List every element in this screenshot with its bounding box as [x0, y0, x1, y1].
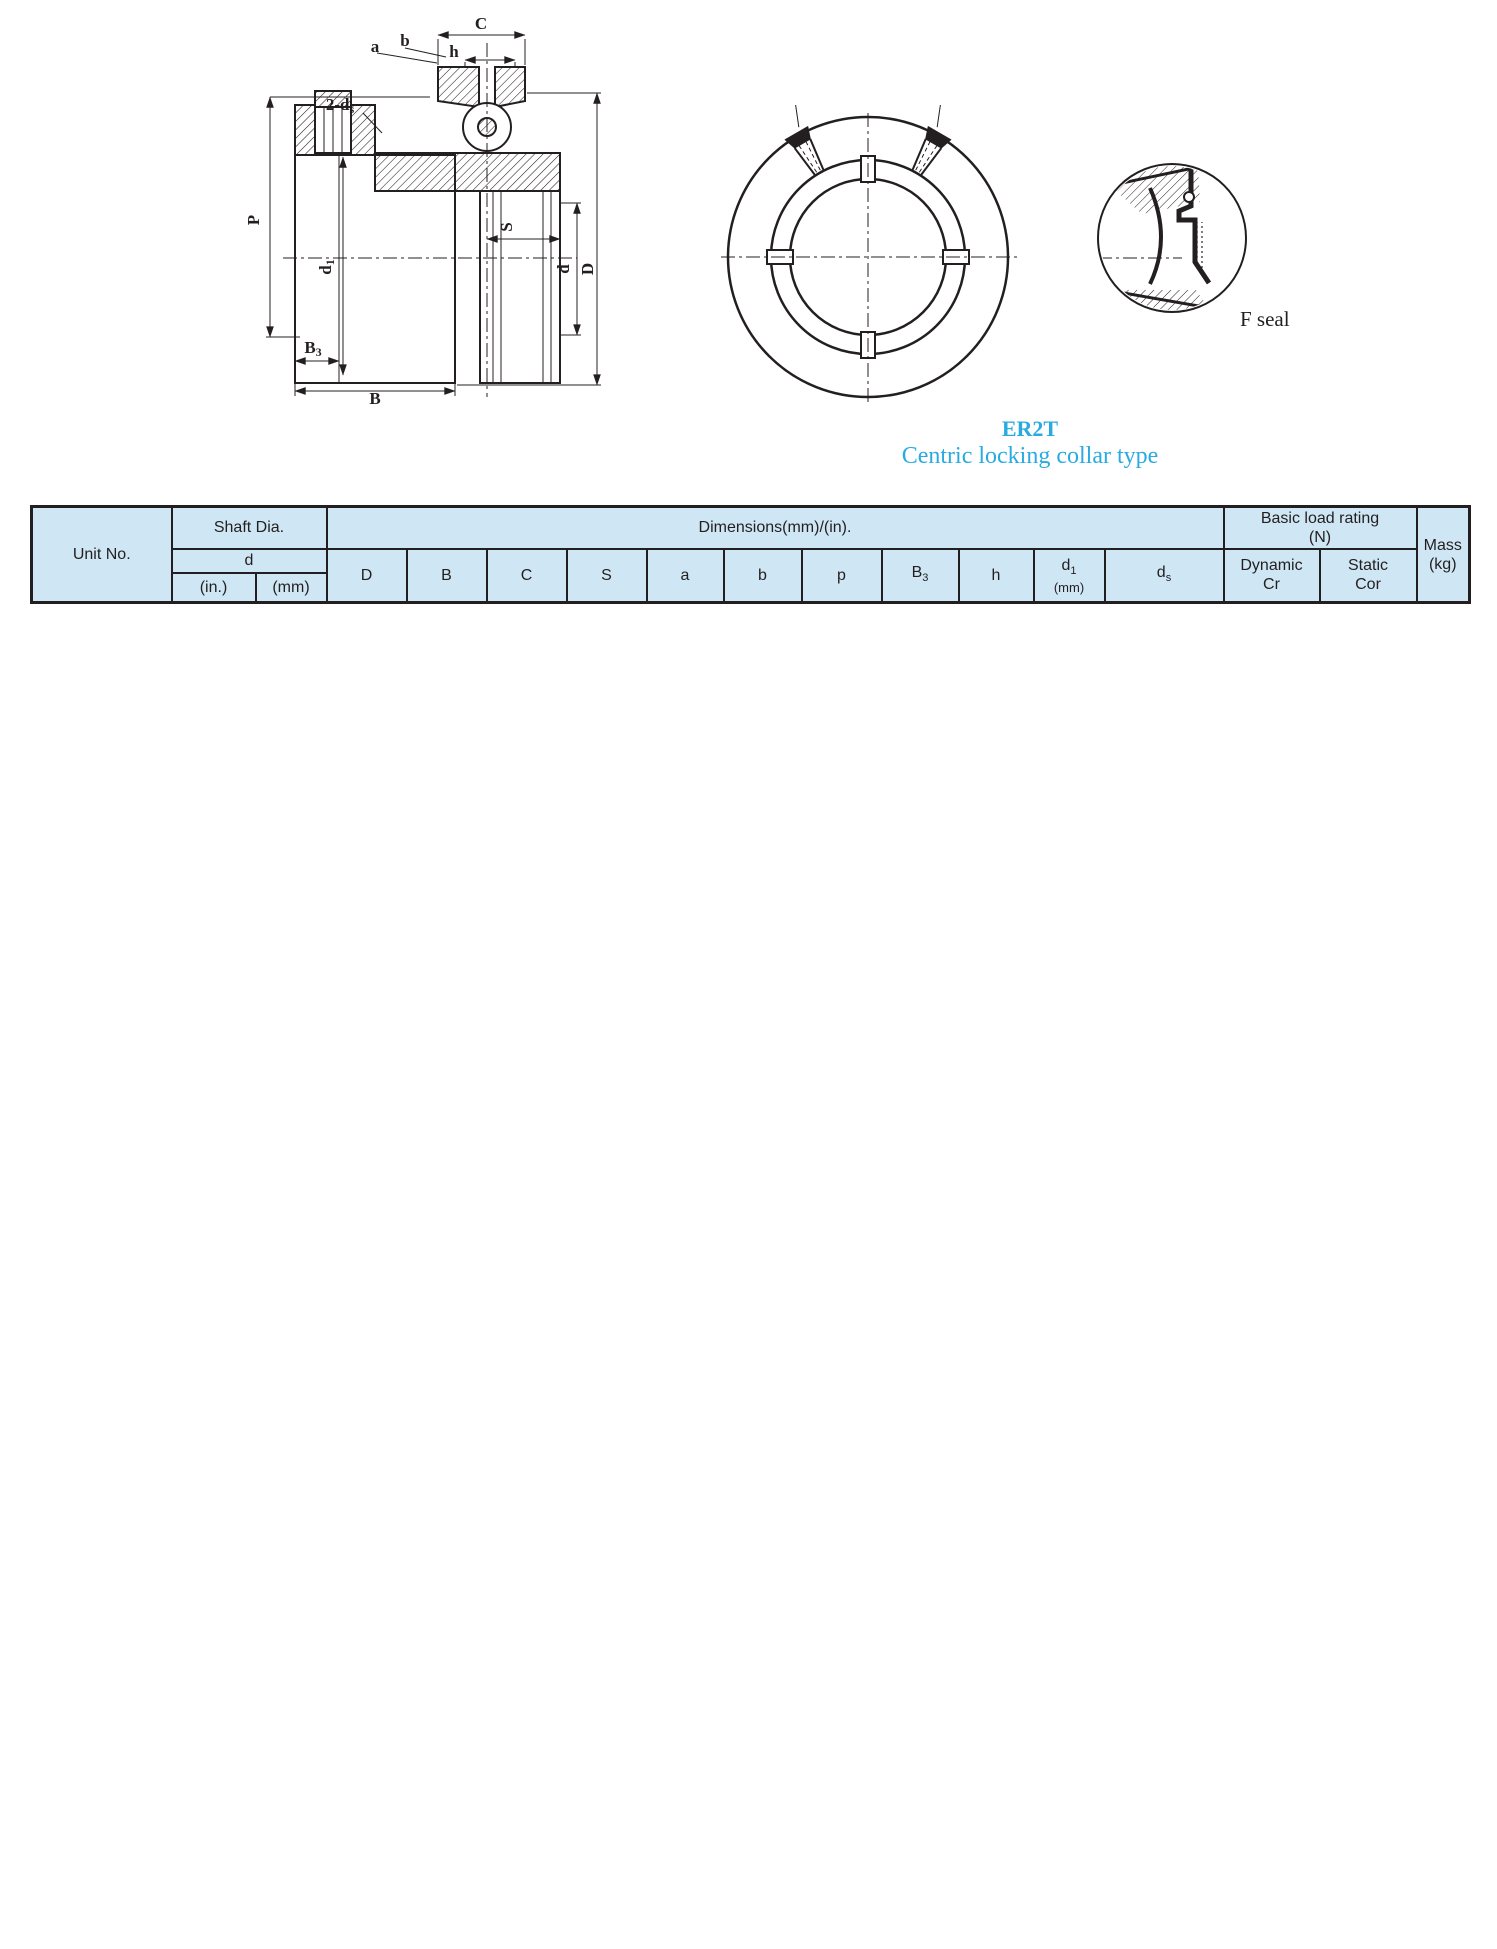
dim-label-B3: B3 — [304, 338, 322, 359]
outer-ring-left — [438, 67, 479, 107]
series-model: ER2T — [1001, 416, 1059, 441]
col-header-basic-load: Basic load rating (N) — [1224, 507, 1417, 549]
series-subtitle: Centric locking collar type — [901, 443, 1159, 469]
col-header-shaft-dia: Shaft Dia. — [172, 507, 327, 549]
spec-table-header — [32, 507, 1470, 603]
outer-ring-right — [495, 67, 525, 107]
set-screw-right — [904, 105, 965, 179]
dim-label-D: D — [578, 262, 597, 276]
col-header-B: B — [407, 549, 487, 603]
col-header-p: p — [802, 549, 882, 603]
col-header-D: D — [327, 549, 407, 603]
col-header-h: h — [959, 549, 1034, 603]
col-header-dimensions: Dimensions(mm)/(in). — [327, 507, 1224, 549]
f-seal-detail-drawing — [1090, 150, 1350, 340]
inner-ring-section — [375, 153, 560, 191]
col-header-b: b — [724, 549, 802, 603]
col-header-d: d — [172, 549, 327, 573]
spec-table — [30, 505, 1471, 604]
dim-label-b: b — [400, 31, 410, 50]
cross-section-drawing — [225, 5, 615, 405]
dim-label-2ds: 2-ds — [325, 95, 355, 116]
set-screw-left — [771, 105, 832, 179]
col-header-a: a — [647, 549, 724, 603]
shaft-section — [480, 191, 560, 383]
col-header-dynamic-cr: Dynamic Cr — [1224, 549, 1320, 603]
dim-label-C: C — [474, 14, 488, 33]
col-header-d1: $d_1$ (mm) — [1034, 549, 1105, 603]
col-header-B3: $B_3$ — [882, 549, 959, 603]
col-header-mm: (mm) — [256, 573, 327, 603]
front-view-drawing — [715, 105, 1025, 410]
col-header-in: (in.) — [172, 573, 256, 603]
col-header-unit-no: Unit No. — [32, 507, 172, 603]
dim-label-d: d — [554, 264, 573, 274]
dim-label-B: B — [369, 389, 381, 405]
col-header-mass: Mass (kg) — [1417, 507, 1470, 603]
dim-label-S: S — [497, 222, 516, 232]
dim-label-h: h — [449, 42, 459, 61]
series-title-block — [830, 416, 1230, 470]
dim-label-d1: d1 — [316, 259, 337, 275]
col-header-C: C — [487, 549, 567, 603]
col-header-ds: $d_s$ — [1105, 549, 1224, 603]
dim-label-a: a — [370, 37, 380, 56]
col-header-S: S — [567, 549, 647, 603]
col-header-static-cor: Static Cor — [1320, 549, 1417, 603]
dim-label-P: P — [244, 214, 263, 226]
seal-rubber — [1195, 222, 1203, 268]
f-seal-label: F seal — [1240, 307, 1290, 331]
